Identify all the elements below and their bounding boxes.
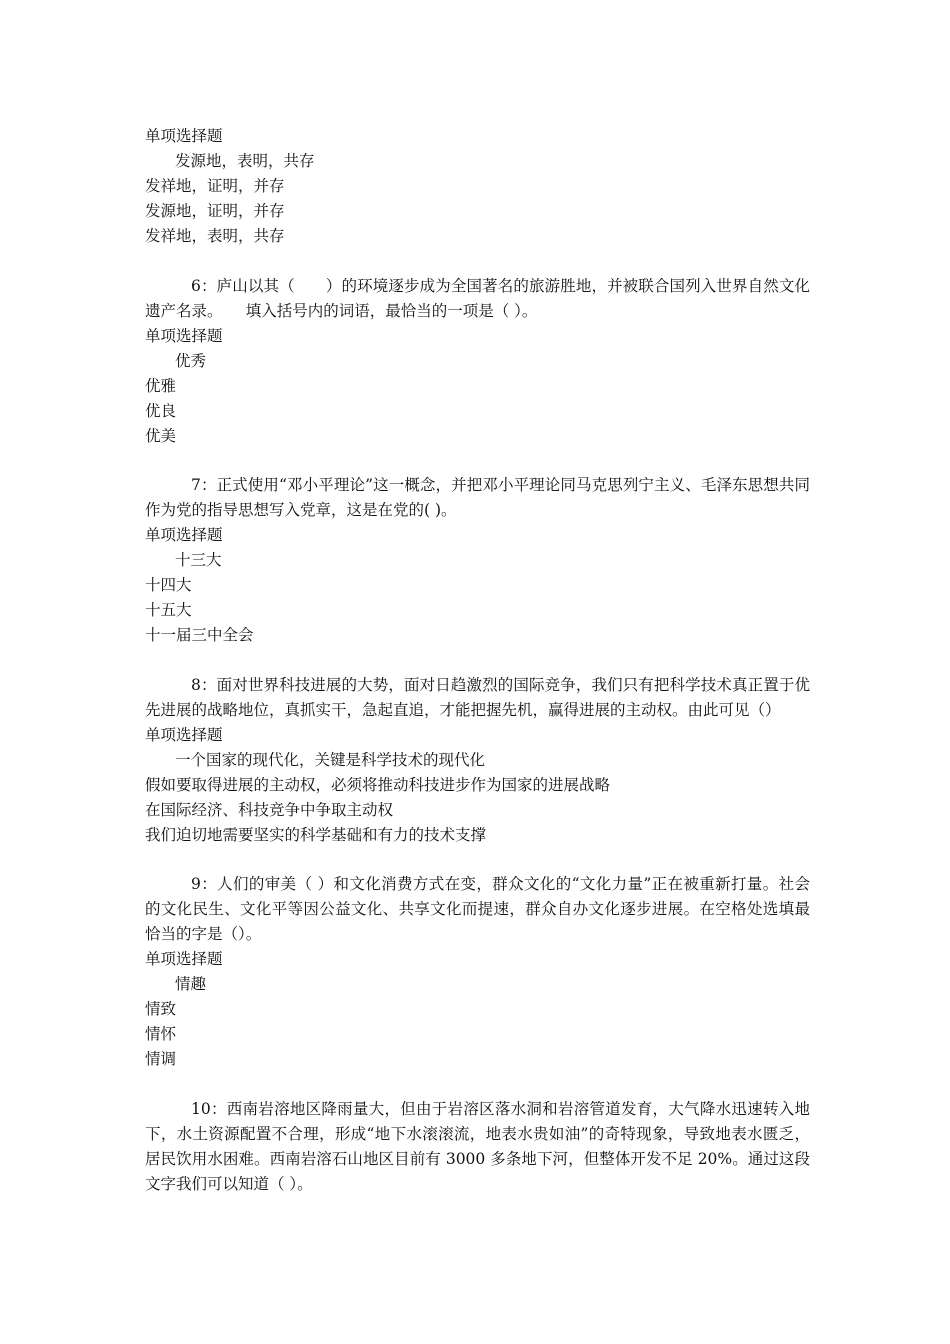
question-type-label: 单项选择题: [145, 526, 223, 544]
spacer: [145, 249, 810, 274]
option-d: 优美: [145, 426, 177, 445]
option-b: 发祥地，证明，并存: [145, 177, 285, 195]
option-c: 情怀: [145, 1025, 177, 1043]
option-c: 在国际经济、科技竞争中争取主动权: [145, 800, 394, 819]
option-b: 假如要取得进展的主动权，必须将推动科技进步作为国家的进展战略: [145, 775, 611, 794]
option-b: 情致: [145, 1000, 177, 1018]
option-c: 发源地，证明，并存: [145, 202, 285, 220]
option-d: 十一届三中全会: [145, 626, 254, 644]
spacer: [145, 648, 810, 673]
option-a: 优秀: [175, 351, 207, 370]
question-type-label: 单项选择题: [145, 950, 223, 968]
question-type-label: 单项选择题: [145, 725, 223, 744]
question-6-text: 6：庐山以其（ ）的环境逐步成为全国著名的旅游胜地，并被联合国列入世界自然文化遗产名录。 填入括号内的词语，最恰当的一项是（ ）。: [145, 276, 810, 320]
spacer: [145, 848, 810, 873]
question-7-text: 7：正式使用“邓小平理论”这一概念，并把邓小平理论同马克思列宁主义、毛泽东思想共同作为党的指导思想写入党章，这是在党的( )。: [145, 476, 810, 519]
option-b: 优雅: [145, 376, 177, 395]
spacer: [145, 1072, 810, 1097]
option-c: 优良: [145, 401, 177, 420]
option-a: 一个国家的现代化，关键是科学技术的现代化: [175, 750, 486, 769]
document-content: [145, 124, 810, 1197]
question-9-text: 9：人们的审美（ ）和文化消费方式在变，群众文化的“文化力量”正在被重新打量。社会的文化民生、文化平等因公益文化、共享文化而提速，群众自办文化逐步进展。在空格处选填最恰当的字是（）。: [145, 875, 810, 943]
option-c: 十五大: [145, 601, 192, 619]
option-a: 情趣: [175, 975, 207, 993]
question-type-label: 单项选择题: [145, 127, 223, 145]
spacer: [145, 449, 810, 474]
option-d: 发祥地，表明，共存: [145, 227, 285, 245]
option-b: 十四大: [145, 576, 192, 594]
question-8-text: 8：面对世界科技进展的大势，面对日趋激烈的国际竞争，我们只有把科学技术真正置于优先进展的战略地位，真抓实干，急起直追，才能把握先机，赢得进展的主动权。由此可见（）: [145, 675, 810, 719]
option-d: 情调: [145, 1050, 177, 1068]
option-a: 发源地，表明，共存: [175, 152, 315, 170]
option-a: 十三大: [175, 551, 222, 569]
option-d: 我们迫切地需要坚实的科学基础和有力的技术支撑: [145, 825, 487, 844]
question-type-label: 单项选择题: [145, 326, 223, 345]
question-10-text: 10：西南岩溶地区降雨量大，但由于岩溶区落水洞和岩溶管道发育，大气降水迅速转入地下，水土资源配置不合理，形成“地下水滚滚流，地表水贵如油”的奇特现象，导致地表水匮乏，居民饮用水困难。西南岩溶石山地区目前有 3000 多条地下河，但整体开发不足 20%。通过这段文字我们可以知道（ ）。: [145, 1099, 810, 1193]
